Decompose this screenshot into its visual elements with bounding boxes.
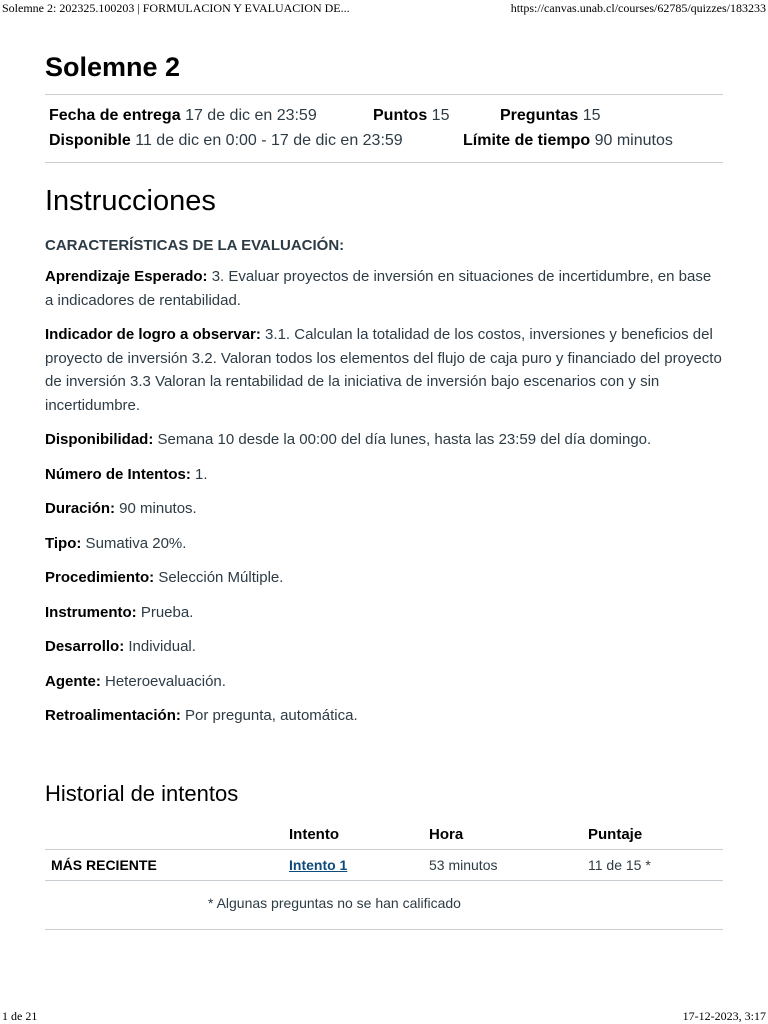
instruction-label: Indicador de logro a observar: [45, 326, 261, 343]
points-label: Puntos [373, 107, 428, 124]
time-limit-label: Límite de tiempo [463, 132, 591, 149]
instruction-item [45, 704, 723, 728]
column-header-score: Puntaje [582, 820, 723, 850]
instruction-item [45, 635, 723, 659]
points-value: 15 [431, 107, 450, 124]
questions-value: 15 [582, 107, 601, 124]
availability-value: 11 de dic en 0:00 - 17 de dic en 23:59 [135, 132, 403, 149]
instruction-text: 90 minutos. [115, 500, 197, 517]
quiz-content [45, 50, 723, 930]
print-url: https://canvas.unab.cl/courses/62785/quizzes/183233 [510, 1, 766, 15]
instruction-item [45, 532, 723, 556]
instructions-list [45, 265, 723, 728]
attempt-score: 11 de 15 * [582, 849, 723, 880]
print-header [0, 0, 768, 18]
column-header-attempt: Intento [283, 820, 423, 850]
instruction-text: 3.1. Calculan la totalidad de los costos, inversiones y beneficios del proyecto de inversión 3.2. Valoran todos los elementos del flujo de caja puro y financiado del proyecto de inversión 3.3 Valoran la rentabilidad de la iniciativa de inversión bajo escenarios con y sin incertidumbre. [45, 326, 722, 414]
quiz-meta [45, 94, 723, 163]
column-header-time: Hora [423, 820, 582, 850]
divider [45, 929, 723, 930]
print-footer [0, 1008, 768, 1024]
time-limit-value: 90 minutos [594, 132, 673, 149]
points [373, 103, 500, 128]
instruction-text: Individual. [124, 638, 196, 655]
due-date [49, 103, 373, 128]
attempt-status-label: MÁS RECIENTE [45, 849, 283, 880]
availability [49, 128, 463, 153]
instruction-item [45, 265, 723, 312]
instruction-text: 3. Evaluar proyectos de inversión en situaciones de incertidumbre, en base a indicadores de rentabilidad. [45, 268, 712, 309]
instruction-label: Disponibilidad: [45, 431, 154, 448]
availability-label: Disponible [49, 132, 131, 149]
instructions-title: Instrucciones [45, 185, 216, 217]
attempt-history-table [45, 820, 723, 881]
instruction-text: Selección Múltiple. [154, 569, 284, 586]
instruction-label: Duración: [45, 500, 116, 517]
table-row [45, 849, 723, 880]
instruction-text: Semana 10 desde la 00:00 del día lunes, hasta las 23:59 del día domingo. [153, 431, 652, 448]
print-datetime: 17-12-2023, 3:17 [682, 1009, 766, 1023]
instruction-label: Tipo: [45, 534, 82, 552]
instruction-item [45, 428, 723, 452]
instruction-text: Por pregunta, automática. [180, 707, 358, 724]
instruction-item [45, 566, 723, 590]
attempt-footnote: * Algunas preguntas no se han calificado [208, 894, 461, 911]
print-page-number: 1 de 21 [2, 1009, 38, 1023]
evaluation-characteristics-heading: CARACTERÍSTICAS DE LA EVALUACIÓN: [45, 237, 345, 254]
attempt-time: 53 minutos [423, 849, 582, 880]
due-date-label: Fecha de entrega [49, 107, 181, 124]
attempt-cell [283, 849, 423, 880]
instruction-label: Número de Intentos: [45, 465, 191, 483]
instruction-label: Agente: [45, 672, 101, 690]
instruction-item [45, 323, 723, 417]
instruction-item [45, 497, 723, 521]
attempt-history-title: Historial de intentos [45, 780, 239, 806]
due-date-value: 17 de dic en 23:59 [185, 107, 317, 124]
instruction-label: Procedimiento: [45, 569, 155, 586]
instruction-item [45, 670, 723, 694]
quiz-title: Solemne 2 [45, 52, 181, 82]
instruction-text: 1. [190, 465, 208, 483]
questions [500, 103, 601, 128]
instruction-label: Desarrollo: [45, 638, 125, 655]
instruction-text: Sumativa 20%. [81, 534, 187, 552]
instruction-label: Retroalimentación: [45, 707, 181, 724]
attempt-link[interactable]: Intento 1 [289, 856, 348, 873]
print-page-title: Solemne 2: 202325.100203 | FORMULACION Y EVALUACION DE... [2, 1, 350, 15]
column-header-blank [45, 820, 283, 850]
questions-label: Preguntas [500, 107, 579, 124]
instruction-text: Prueba. [136, 603, 194, 621]
instruction-text: Heteroevaluación. [100, 672, 226, 690]
instruction-label: Instrumento: [45, 603, 137, 621]
time-limit [463, 128, 673, 153]
quiz-meta-row-2 [49, 128, 719, 153]
attempt-history-header-row [45, 820, 723, 850]
instruction-item [45, 463, 723, 487]
quiz-meta-row-1 [49, 103, 719, 128]
instruction-item [45, 601, 723, 625]
instruction-label: Aprendizaje Esperado: [45, 268, 208, 285]
